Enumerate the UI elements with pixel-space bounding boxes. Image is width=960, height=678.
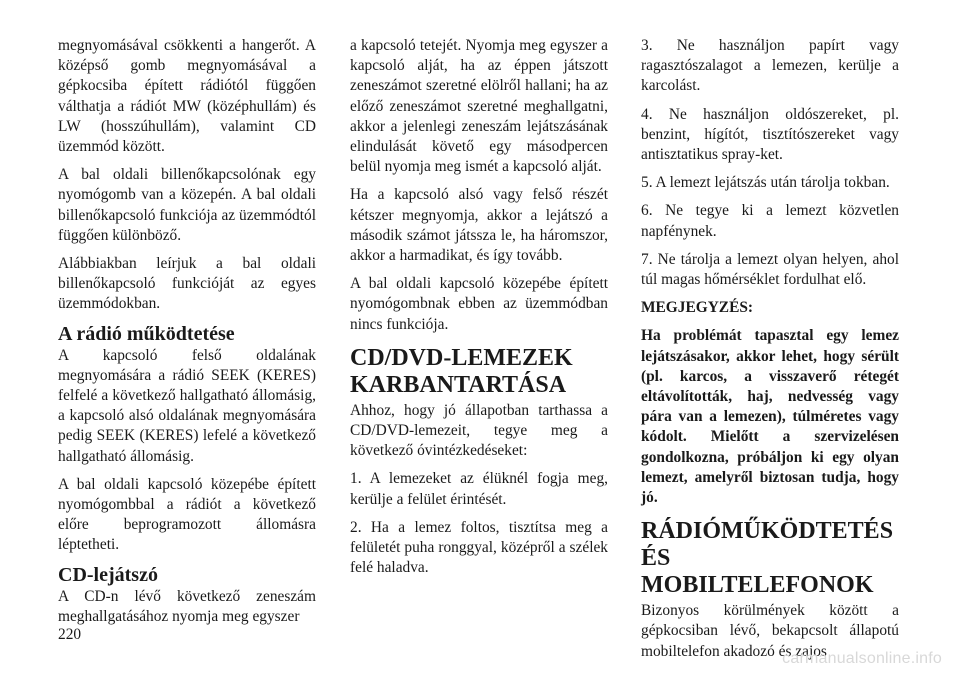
paragraph: Alábbiakban leírjuk a bal oldali billenőkapcsoló funkcióját az egyes üzemmódokban. xyxy=(58,255,316,313)
section-heading: CD/DVD-LEMEZEK KARBANTARTÁSA xyxy=(350,344,573,398)
paragraph: 7. Ne tárolja a lemezt olyan helyen, ahol túl magas hőmérséklet fordulhat elő. xyxy=(641,250,899,289)
note-paragraph: Ha problémát tapasztal egy lemez lejátszásakor, akkor lehet, hogy sérült (pl. karcos, a visszaverő rétegét eltávolították, haj, nedvesség vagy pára van a lemezen), túlméretes vagy kódolt. Mielőtt a szervizelésen gondolkozna, próbáljon ki egy olyan lemezt, amelyről biztosan tudja, hogy jó. xyxy=(641,327,899,507)
paragraph: A kapcsoló felső oldalának megnyomására a rádió SEEK (KERES) felfelé a következő hallgatható állomásig, a kapcsoló alsó oldalának megnyomására pedig SEEK (KERES) lefelé a következő hallgatható állomásig. xyxy=(58,346,316,465)
paragraph: 5. A lemezt lejátszás után tárolja tokban. xyxy=(641,174,890,192)
paragraph: megnyomásával csökkenti a hangerőt. A középső gomb megnyomásával a gépkocsiba épített rádiótól függően válthatja a rádiót MW (középhullám) és LW (hosszúhullám), valamint CD üzemmód között. xyxy=(58,37,316,156)
paragraph: Ahhoz, hogy jó állapotban tarthassa a CD/DVD-lemezeit, tegye meg a következő óvintézkedéseket: xyxy=(350,401,608,460)
section-heading: RÁDIÓMŰKÖDTETÉS ÉS MOBILTELEFONOK xyxy=(641,518,894,599)
paragraph: 1. A lemezeket az élüknél fogja meg, kerülje a felület érintését. xyxy=(350,470,608,508)
watermark: carmanualsonline.info xyxy=(782,650,942,667)
note-paragraph: MEGJEGYZÉS: xyxy=(641,299,754,317)
subsection-heading: A rádió működtetése xyxy=(58,322,235,345)
paragraph: Ha a kapcsoló alsó vagy felső részét kétszer megnyomja, akkor a lejátszó a második számot játssza le, ha háromszor, akkor a harmadikat, és így tovább. xyxy=(350,186,608,265)
paragraph: 4. Ne használjon oldószereket, pl. benzint, hígítót, tisztítószereket vagy antisztatikus spray-ket. xyxy=(641,105,899,164)
paragraph: Bizonyos körülmények között a gépkocsiban lévő, bekapcsolt állapotú mobiltelefon akadozó és zajos xyxy=(641,602,899,660)
paragraph: A bal oldali billenőkapcsolónak egy nyomógomb van a közepén. A bal oldali billenőkapcsoló funkciója az üzemmódtól függően különböző. xyxy=(58,166,316,244)
paragraph: A bal oldali kapcsoló közepébe épített nyomógombnak ebben az üzemmódban nincs funkciója. xyxy=(350,275,608,333)
column-right xyxy=(641,36,899,670)
paragraph: 3. Ne használjon papírt vagy ragasztószalagot a lemezen, kerülje a karcolást. xyxy=(641,37,899,95)
subsection-heading: CD-lejátszó xyxy=(58,563,158,586)
paragraph: A CD-n lévő következő zeneszám meghallgatásához nyomja meg egyszer xyxy=(58,587,316,625)
page-number: 220 xyxy=(58,626,82,643)
paragraph: A bal oldali kapcsoló közepébe épített nyomógombbal a rádiót a következő előre beprogramozott állomásra léptetheti. xyxy=(58,475,316,554)
paragraph: 6. Ne tegye ki a lemezt közvetlen napfénynek. xyxy=(641,202,899,240)
paragraph: 2. Ha a lemez foltos, tisztítsa meg a felületét puha ronggyal, középről a szélek felé haladva. xyxy=(350,518,608,577)
paragraph: a kapcsoló tetejét. Nyomja meg egyszer a kapcsoló alját, ha az éppen játszott zeneszámot szeretné elölről hallani; ha az előző zeneszámot szeretné meghallgatni, akkor a jelenlegi zeneszám lejátszásának elindulását követő egy másodpercen belül nyomja meg ismét a kapcsoló alját. xyxy=(350,37,608,176)
column-left xyxy=(58,36,316,635)
column-middle xyxy=(350,36,608,586)
